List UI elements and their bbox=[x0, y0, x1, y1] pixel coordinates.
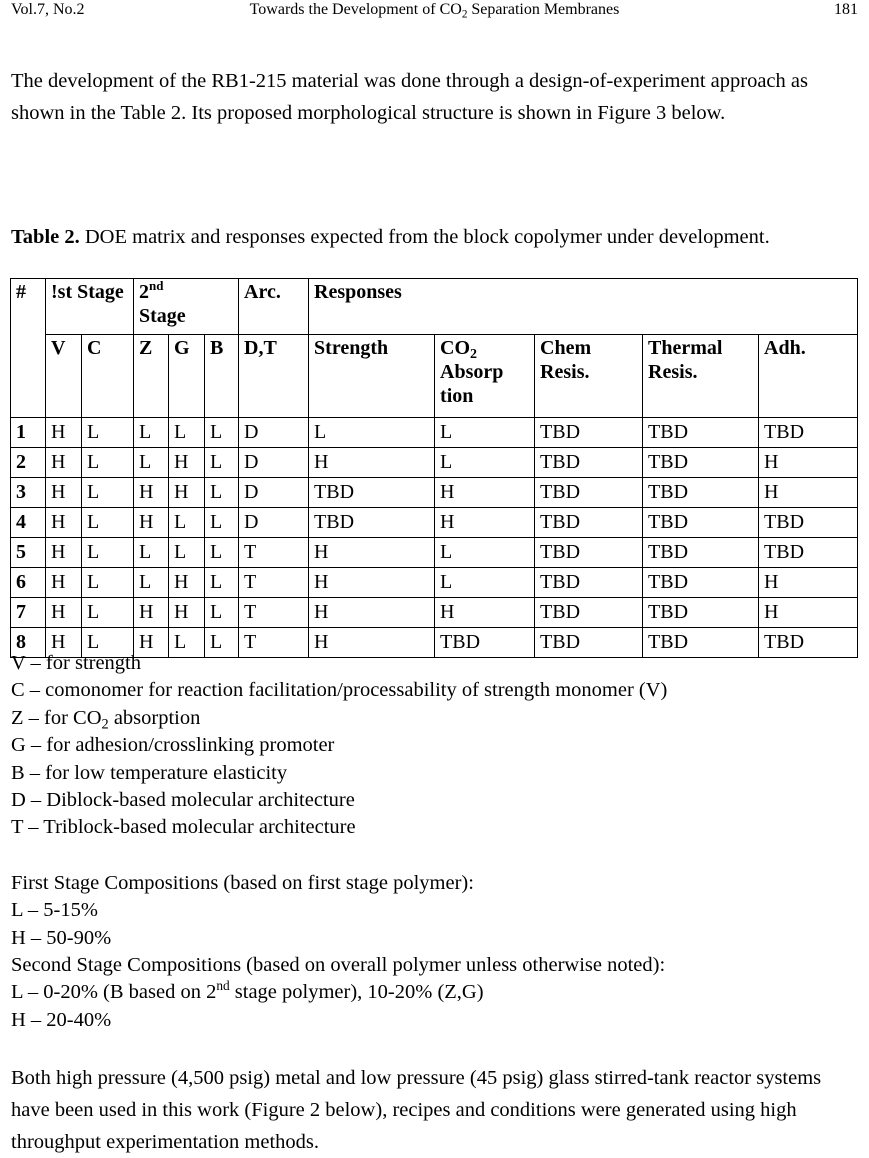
doe-matrix-table bbox=[10, 278, 858, 658]
legend-z: Z – for $CO_2$ absorption bbox=[11, 706, 201, 733]
table-cell: H bbox=[435, 508, 535, 538]
table-cell: TBD bbox=[535, 598, 643, 628]
intro-paragraph: The development of the RB1-215 material was done through a design-of-experiment approach as shown in the Table 2. Its proposed morphological structure is shown in Figure 3 below. bbox=[11, 70, 808, 124]
table-cell: T bbox=[239, 568, 309, 598]
table-cell: H bbox=[46, 478, 82, 508]
second-stage-title: Second Stage Compositions (based on overall polymer unless otherwise noted): bbox=[11, 954, 666, 977]
table-cell: TBD bbox=[643, 538, 759, 568]
table-cell: TBD bbox=[643, 628, 759, 658]
row-number: 4 bbox=[11, 508, 46, 538]
table-row bbox=[11, 508, 858, 538]
column-v: V bbox=[46, 335, 82, 418]
table-cell: T bbox=[239, 538, 309, 568]
table-cell: L bbox=[82, 628, 134, 658]
table-cell: TBD bbox=[535, 628, 643, 658]
table-cell: L bbox=[205, 508, 239, 538]
legend-d: D – Diblock-based molecular architecture bbox=[11, 789, 355, 812]
table-cell: L bbox=[205, 418, 239, 448]
header-second-stage: 2nd Stage bbox=[134, 279, 239, 335]
table-cell: H bbox=[46, 418, 82, 448]
table-cell: TBD bbox=[535, 568, 643, 598]
table-cell: TBD bbox=[435, 628, 535, 658]
table-cell: TBD bbox=[759, 628, 858, 658]
table-cell: L bbox=[82, 448, 134, 478]
table-cell: H bbox=[435, 598, 535, 628]
first-stage-low: L – 5-15% bbox=[11, 899, 98, 922]
column-adhesion: Adh. bbox=[759, 335, 858, 418]
table-cell: H bbox=[435, 478, 535, 508]
second-stage-high: H – 20-40% bbox=[11, 1008, 112, 1031]
table-cell: L bbox=[82, 568, 134, 598]
table-cell: H bbox=[309, 538, 435, 568]
table-cell: H bbox=[759, 448, 858, 478]
table-cell: L bbox=[205, 478, 239, 508]
table-cell: TBD bbox=[643, 448, 759, 478]
second-stage-low: L – 0-20% (B based on 2nd stage polymer), 10-20% (Z,G) bbox=[11, 978, 484, 1004]
table-cell: H bbox=[46, 508, 82, 538]
header-row-number: # bbox=[11, 279, 46, 418]
legend-g: G – for adhesion/crosslinking promoter bbox=[11, 734, 335, 757]
table-cell: TBD bbox=[643, 478, 759, 508]
table-cell: L bbox=[169, 508, 205, 538]
table-cell: H bbox=[169, 448, 205, 478]
table-cell: D bbox=[239, 508, 309, 538]
header-architecture: Arc. bbox=[239, 279, 309, 335]
running-title: Towards the Development of $CO_2$ Separation Membranes bbox=[249, 1, 620, 21]
table-cell: L bbox=[82, 598, 134, 628]
table-cell: L bbox=[205, 538, 239, 568]
table-caption bbox=[11, 225, 861, 250]
table-cell: H bbox=[309, 628, 435, 658]
table-cell: H bbox=[46, 568, 82, 598]
table-cell: H bbox=[46, 598, 82, 628]
first-stage-title: First Stage Compositions (based on first stage polymer): bbox=[11, 871, 474, 894]
table-notes bbox=[11, 650, 861, 1034]
column-chem-resistance: Chem Resis. bbox=[535, 335, 643, 418]
first-stage-high: H – 50-90% bbox=[11, 926, 112, 949]
journal-volume: Vol.7, No.2 bbox=[11, 1, 85, 18]
table-cell: TBD bbox=[535, 538, 643, 568]
table-cell: L bbox=[169, 418, 205, 448]
column-strength: Strength bbox=[309, 335, 435, 418]
table-cell: TBD bbox=[535, 418, 643, 448]
row-number: 5 bbox=[11, 538, 46, 568]
table-cell: L bbox=[82, 538, 134, 568]
table-cell: H bbox=[134, 598, 169, 628]
page-number: 181 bbox=[834, 1, 858, 18]
column-thermal-resistance: Thermal Resis. bbox=[643, 335, 759, 418]
table-row bbox=[11, 448, 858, 478]
table-column-header-row bbox=[11, 335, 858, 418]
table-cell: H bbox=[169, 568, 205, 598]
column-co2-absorption: $CO_2$ Absorp tion bbox=[435, 335, 535, 418]
table-cell: H bbox=[759, 598, 858, 628]
table-cell: L bbox=[205, 448, 239, 478]
table-cell: TBD bbox=[759, 418, 858, 448]
row-number: 7 bbox=[11, 598, 46, 628]
row-number: 3 bbox=[11, 478, 46, 508]
table-cell: L bbox=[134, 418, 169, 448]
table-caption-text: DOE matrix and responses expected from the block copolymer under development. bbox=[79, 226, 770, 248]
table-cell: TBD bbox=[535, 478, 643, 508]
table-group-header-row bbox=[11, 279, 858, 335]
column-c: C bbox=[82, 335, 134, 418]
table-cell: L bbox=[435, 448, 535, 478]
table-row bbox=[11, 478, 858, 508]
row-number: 6 bbox=[11, 568, 46, 598]
table-cell: H bbox=[309, 448, 435, 478]
table-cell: L bbox=[435, 418, 535, 448]
table-cell: TBD bbox=[643, 598, 759, 628]
table-cell: L bbox=[435, 568, 535, 598]
column-dt: D,T bbox=[239, 335, 309, 418]
table-cell: TBD bbox=[759, 508, 858, 538]
table-caption-label: Table 2. bbox=[11, 226, 80, 248]
table-cell: H bbox=[309, 598, 435, 628]
table-cell: H bbox=[759, 478, 858, 508]
closing-paragraph: Both high pressure (4,500 psig) metal and low pressure (45 psig) glass stirred-tank reactor systems have been used in this work (Figure 2 below), recipes and conditions were generated using high throughput experimentation methods. bbox=[11, 1067, 822, 1153]
table-cell: L bbox=[82, 418, 134, 448]
table-cell: L bbox=[205, 598, 239, 628]
table-cell: H bbox=[169, 598, 205, 628]
table-cell: TBD bbox=[759, 538, 858, 568]
row-number: 8 bbox=[11, 628, 46, 658]
table-cell: TBD bbox=[535, 448, 643, 478]
table-cell: TBD bbox=[309, 478, 435, 508]
table-cell: L bbox=[82, 478, 134, 508]
running-header bbox=[11, 0, 858, 24]
table-cell: TBD bbox=[309, 508, 435, 538]
column-b: B bbox=[205, 335, 239, 418]
table-cell: L bbox=[169, 628, 205, 658]
table-cell: L bbox=[82, 508, 134, 538]
table-cell: TBD bbox=[535, 508, 643, 538]
table-cell: H bbox=[46, 628, 82, 658]
column-z: Z bbox=[134, 335, 169, 418]
table-cell: L bbox=[205, 568, 239, 598]
table-row bbox=[11, 598, 858, 628]
table-cell: H bbox=[759, 568, 858, 598]
row-number: 1 bbox=[11, 418, 46, 448]
table-row bbox=[11, 538, 858, 568]
header-first-stage: !st Stage bbox=[46, 279, 134, 335]
table-cell: L bbox=[205, 628, 239, 658]
table-body bbox=[11, 418, 858, 658]
row-number: 2 bbox=[11, 448, 46, 478]
table-cell: L bbox=[134, 448, 169, 478]
table-cell: T bbox=[239, 628, 309, 658]
table-cell: L bbox=[309, 418, 435, 448]
table-cell: TBD bbox=[643, 568, 759, 598]
legend-t: T – Triblock-based molecular architecture bbox=[11, 816, 356, 839]
table-row bbox=[11, 418, 858, 448]
column-g: G bbox=[169, 335, 205, 418]
table-cell: T bbox=[239, 598, 309, 628]
table-cell: TBD bbox=[643, 508, 759, 538]
table-cell: H bbox=[169, 478, 205, 508]
legend-c: C – comonomer for reaction facilitation/processability of strength monomer (V) bbox=[11, 679, 668, 702]
table-cell: L bbox=[134, 538, 169, 568]
table-cell: D bbox=[239, 478, 309, 508]
table-cell: H bbox=[134, 628, 169, 658]
table-cell: L bbox=[134, 568, 169, 598]
legend-v: V – for strength bbox=[11, 652, 142, 674]
table-cell: D bbox=[239, 418, 309, 448]
table-cell: H bbox=[134, 478, 169, 508]
table-cell: H bbox=[46, 448, 82, 478]
table-cell: D bbox=[239, 448, 309, 478]
table-row bbox=[11, 568, 858, 598]
table-cell: L bbox=[169, 538, 205, 568]
table-cell: H bbox=[309, 568, 435, 598]
legend-b: B – for low temperature elasticity bbox=[11, 761, 288, 784]
table-cell: H bbox=[46, 538, 82, 568]
table-cell: L bbox=[435, 538, 535, 568]
table-cell: TBD bbox=[643, 418, 759, 448]
header-responses: Responses bbox=[309, 279, 858, 335]
table-cell: H bbox=[134, 508, 169, 538]
